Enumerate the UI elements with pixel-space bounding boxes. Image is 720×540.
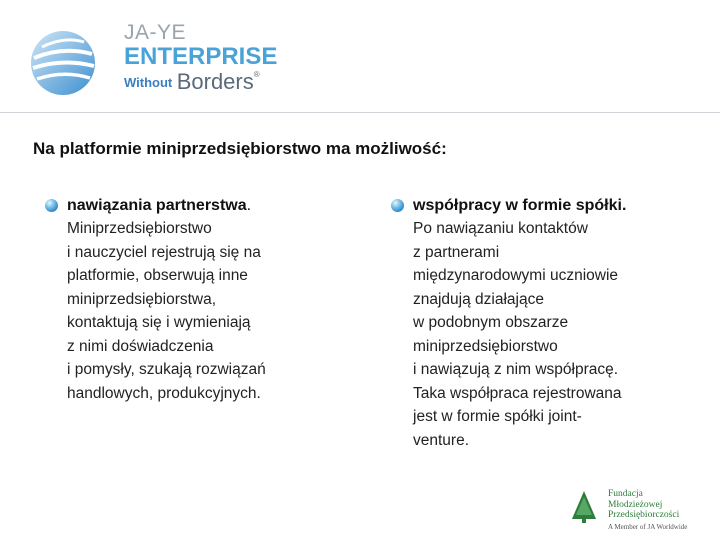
item-line: platformie, obserwują inne <box>67 267 248 284</box>
item-line: kontaktują się i wymieniają <box>67 314 251 331</box>
item-line: i nauczyciel rejestrują się na <box>67 243 261 261</box>
item-line: jest w formie spółki joint- <box>413 408 582 425</box>
ja-ye-logo <box>28 21 278 102</box>
logo-enterprise: ENTERPRISE <box>124 43 278 70</box>
item-line: Miniprzedsiębiorstwo <box>67 220 212 237</box>
slide-heading: Na platformie miniprzedsiębiorstwo ma możliwość: <box>33 139 447 158</box>
item-line: z partnerami <box>413 243 500 261</box>
item-line: miniprzedsiębiorstwa, <box>67 290 217 308</box>
item-title-bold: nawiązania partnerstwa <box>67 197 247 214</box>
bullet-icon <box>45 199 58 212</box>
item-line: handlowych, produkcyjnych. <box>67 384 261 402</box>
item-title: współpracy w formie spółki. <box>413 197 627 214</box>
logo-registered-mark: ® <box>253 70 260 79</box>
right-column <box>391 194 691 452</box>
list-item-cooperation <box>391 194 691 452</box>
foundation-line: Młodzieżowej <box>608 499 663 510</box>
tree-logo-icon <box>566 489 602 525</box>
item-title <box>67 194 325 217</box>
list-item-partnership <box>45 194 325 405</box>
item-line: znajdują działające <box>413 290 544 308</box>
item-line: venture. <box>413 431 470 449</box>
item-line: i nawiązują z nim współpracę. <box>413 361 619 378</box>
logo-borders: Borders <box>176 69 254 94</box>
item-title-end: . <box>246 197 252 214</box>
item-line: w podobnym obszarze <box>413 314 569 331</box>
item-line: międzynarodowymi uczniowie <box>413 267 619 284</box>
item-line: Po nawiązaniu kontaktów <box>413 220 588 237</box>
header-divider <box>0 112 720 113</box>
item-line: Taka współpraca rejestrowana <box>413 384 622 402</box>
foundation-line: Przedsiębiorczości <box>608 510 680 520</box>
item-line: i pomysły, szukają rozwiązań <box>67 361 266 378</box>
foundation-logo <box>566 489 706 529</box>
foundation-member-line: A Member of JA Worldwide <box>608 522 688 531</box>
globe-logo-icon <box>28 28 98 98</box>
foundation-line: Fundacja <box>608 489 643 499</box>
item-line: z nimi doświadczenia <box>67 337 214 355</box>
item-line: miniprzedsiębiorstwo <box>413 337 558 355</box>
logo-ja-ye: JA-YE <box>124 21 187 44</box>
left-column <box>45 194 325 405</box>
bullet-icon <box>391 199 404 212</box>
logo-without: Without <box>124 75 173 90</box>
